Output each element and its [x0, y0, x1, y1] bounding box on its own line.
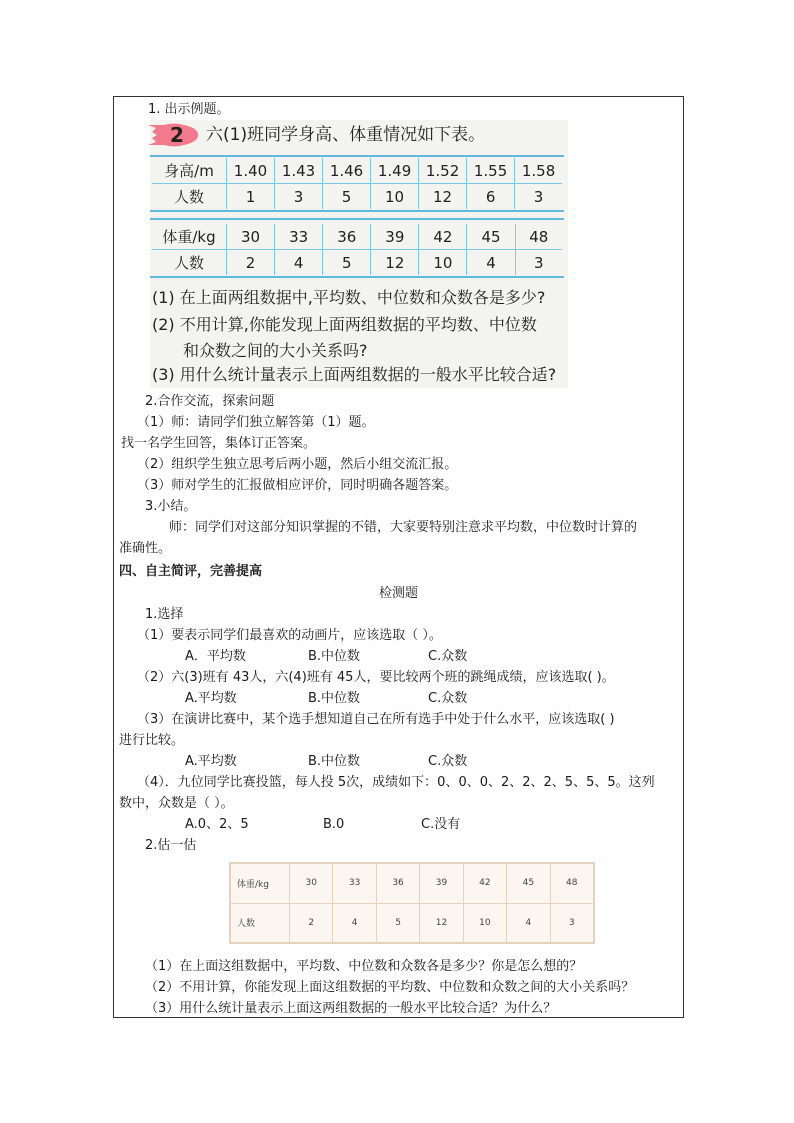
- example-question-2a: (2) 不用计算,你能发现上面两组数据的平均数、中位数: [152, 315, 537, 334]
- option-a: A.平均数: [185, 754, 237, 769]
- choice-question: （3）在演讲比赛中，某个选手想知道自己在所有选手中处于什么水平，应该选取( ): [137, 712, 615, 727]
- step3-title: 3.小结。: [145, 499, 197, 514]
- choice-question: 进行比较。: [119, 733, 185, 748]
- estimate-table-panel: [229, 862, 595, 944]
- estimate-question: （3）用什么统计量表示上面这两组数据的一般水平比较合适？为什么？: [145, 1001, 557, 1016]
- estimate-count: 4: [507, 903, 550, 943]
- weight-value: 48: [515, 224, 562, 250]
- weight-count-label: 人数: [152, 250, 227, 276]
- weight-header-label: 体重/kg: [152, 224, 227, 250]
- weight-count: 12: [371, 250, 419, 276]
- estimate-value: 48: [550, 864, 593, 904]
- estimate-title: 2.估一估: [145, 838, 197, 853]
- height-value: 1.49: [371, 158, 419, 184]
- choice-title: 1.选择: [145, 607, 184, 622]
- weight-count: 4: [467, 250, 515, 276]
- height-value: 1.55: [467, 158, 515, 184]
- height-count: 3: [533, 187, 544, 206]
- option-b: B.中位数: [308, 691, 361, 706]
- table-rule: [150, 155, 564, 157]
- estimate-count: 12: [420, 903, 463, 943]
- step2-line: （3）师对学生的汇报做相应评价，同时明确各题答案。: [137, 478, 458, 493]
- option-b: B.中位数: [308, 649, 361, 664]
- estimate-count-label: 人数: [231, 903, 290, 943]
- estimate-table: [230, 863, 594, 943]
- example-question-1: (1) 在上面两组数据中,平均数、中位数和众数各是多少?: [152, 288, 546, 307]
- choice-question: 数中，众数是（ ）。: [119, 796, 234, 811]
- height-count: 10: [371, 184, 419, 210]
- test-title: 检测题: [378, 586, 418, 601]
- height-count: 6: [467, 184, 515, 210]
- weight-count: 4: [275, 250, 323, 276]
- estimate-question: （1）在上面这组数据中，平均数、中位数和众数各是多少？你是怎么想的？: [145, 959, 583, 974]
- estimate-count: 4: [333, 903, 376, 943]
- estimate-value: 39: [420, 864, 463, 904]
- height-count: 12: [419, 184, 467, 210]
- weight-value: 33: [275, 224, 323, 250]
- estimate-value: 33: [333, 864, 376, 904]
- option-b: B.0: [323, 817, 345, 832]
- height-count: 5: [323, 184, 371, 210]
- estimate-count: 2: [290, 903, 333, 943]
- height-value: 1.58: [515, 158, 562, 184]
- weight-value: 42: [419, 224, 467, 250]
- option-b: B.中位数: [308, 754, 361, 769]
- option-c: C.众数: [428, 691, 468, 706]
- weight-value: 39: [371, 224, 419, 250]
- estimate-value: 36: [376, 864, 419, 904]
- weight-count: 2: [227, 250, 275, 276]
- example-number: 2: [170, 123, 184, 147]
- weight-value: 45: [467, 224, 515, 250]
- estimate-count: 5: [376, 903, 419, 943]
- option-a: A.平均数: [185, 691, 237, 706]
- step3-line: 准确性。: [119, 541, 172, 556]
- step3-line: 师：同学们对这部分知识掌握的不错，大家要特别注意求平均数，中位数时计算的: [169, 520, 638, 535]
- option-a: A．平均数: [185, 649, 246, 664]
- option-c: C.众数: [428, 649, 468, 664]
- estimate-value: 45: [507, 864, 550, 904]
- table-rule: [150, 276, 564, 278]
- height-value: 1.40: [227, 158, 275, 184]
- step1-label: 1. 出示例题。: [148, 102, 230, 117]
- choice-question: （4）．九位同学比赛投篮，每人投 5次，成绩如下：0、0、0、2、2、2、5、5、5。这列: [137, 775, 655, 790]
- step2-line: （2）组织学生独立思考后两小题，然后小组交流汇报。: [137, 457, 458, 472]
- table-rule: [150, 218, 564, 220]
- weight-value: 30: [227, 224, 275, 250]
- option-c: C.众数: [428, 754, 468, 769]
- choice-question: （2）六(3)班有 43人，六(4)班有 45人，要比较两个班的跳绳成绩，应该选取( )。: [137, 670, 615, 685]
- step2-title: 2.合作交流，探索问题: [145, 394, 275, 409]
- weight-value: 36: [323, 224, 371, 250]
- option-a: A.0、2、5: [185, 817, 249, 832]
- height-value: 1.52: [419, 158, 467, 184]
- height-count-label: 人数: [152, 184, 227, 210]
- estimate-count: 3: [550, 903, 593, 943]
- height-count: 1: [227, 184, 275, 210]
- height-header-label: 身高/m: [152, 158, 227, 184]
- option-c: C.没有: [421, 817, 461, 832]
- choice-question: （1）要表示同学们最喜欢的动画片，应该选取（ ）。: [137, 628, 442, 643]
- step2-line: 找一名学生回答，集体订正答案。: [121, 436, 317, 451]
- weight-count: 10: [419, 250, 467, 276]
- estimate-value: 30: [290, 864, 333, 904]
- weight-count: 5: [323, 250, 371, 276]
- height-value: 1.43: [275, 158, 323, 184]
- example-question-2b: 和众数之间的大小关系吗?: [183, 341, 368, 360]
- table-rule: [150, 210, 564, 212]
- weight-count: 3: [534, 253, 544, 272]
- step2-line: （1）师：请同学们独立解答第（1）题。: [137, 415, 375, 430]
- weight-table: [152, 224, 562, 275]
- example-question-3: (3) 用什么统计量表示上面两组数据的一般水平比较合适?: [152, 365, 557, 384]
- height-value: 1.46: [323, 158, 371, 184]
- example-title: 六(1)班同学身高、体重情况如下表。: [206, 125, 486, 145]
- estimate-value: 42: [463, 864, 506, 904]
- estimate-question: （2）不用计算，你能发现上面这组数据的平均数、中位数和众数之间的大小关系吗？: [145, 980, 635, 995]
- section-heading: 四、自主简评，完善提高: [119, 564, 263, 579]
- estimate-header-label: 体重/kg: [231, 864, 290, 904]
- estimate-count: 10: [463, 903, 506, 943]
- height-table: [152, 158, 562, 209]
- height-count: 3: [275, 184, 323, 210]
